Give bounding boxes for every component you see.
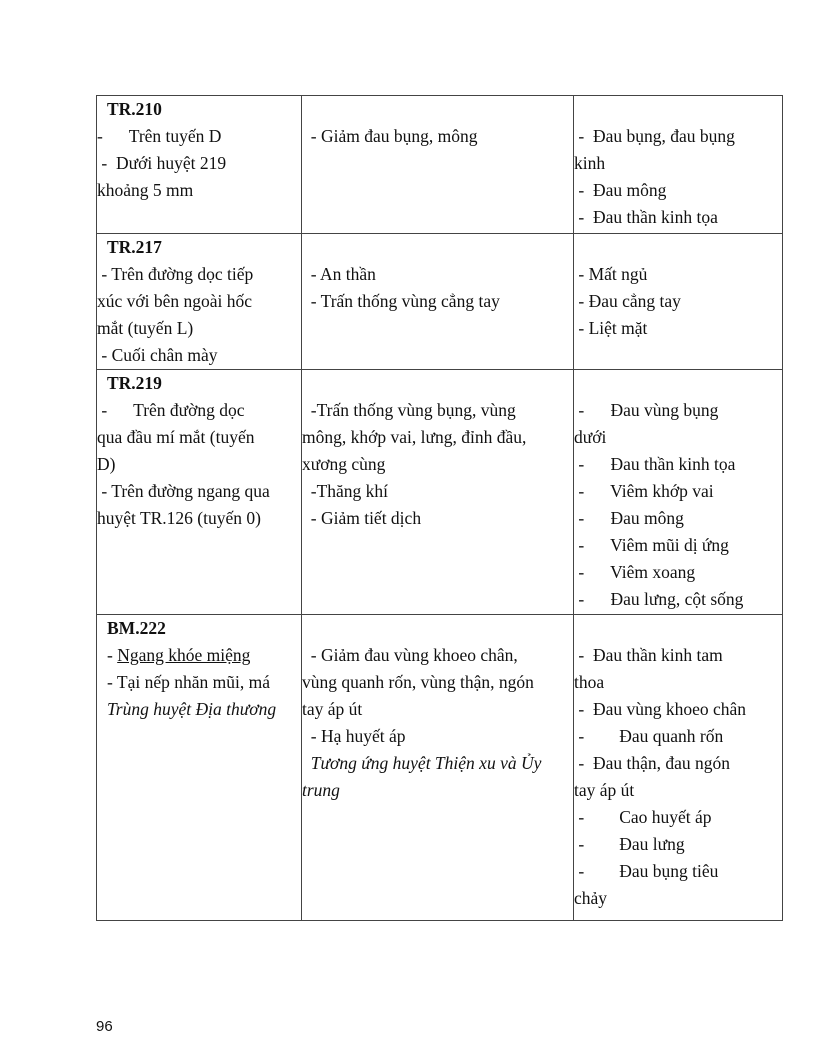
indication-line: - Mất ngủ bbox=[574, 264, 648, 284]
indication-line: - Đau mông bbox=[574, 508, 684, 528]
indication-line: - Liệt mặt bbox=[574, 318, 648, 338]
indication-line: - Đau mông bbox=[574, 180, 667, 200]
indication-line: - Đau vùng bụng bbox=[574, 400, 719, 420]
location-line: khoảng 5 mm bbox=[97, 180, 194, 200]
indication-line: - Đau bụng tiêu bbox=[574, 861, 719, 881]
indication-line: - Đau cẳng tay bbox=[574, 291, 681, 311]
effect-line: - Giảm đau vùng khoeo chân, bbox=[302, 645, 518, 665]
indications-cell bbox=[574, 96, 783, 234]
point-code: TR.217 bbox=[107, 237, 162, 257]
effects-cell bbox=[302, 234, 574, 370]
effect-line: - Trấn thống vùng cẳng tay bbox=[302, 291, 500, 311]
location-line: - Trên tuyến D bbox=[97, 126, 222, 146]
effect-line: mông, khớp vai, lưng, đỉnh đầu, bbox=[302, 427, 527, 447]
location-line: xúc với bên ngoài hốc bbox=[97, 291, 253, 311]
indication-line: - Viêm mũi dị ứng bbox=[574, 535, 729, 555]
effect-line: -Trấn thống vùng bụng, vùng bbox=[302, 400, 516, 420]
location-cell bbox=[97, 96, 302, 234]
effect-line: xương cùng bbox=[302, 454, 386, 474]
location-note: Trùng huyệt Địa thương bbox=[107, 699, 277, 719]
indication-line: - Đau thần kinh tọa bbox=[574, 454, 736, 474]
location-line: qua đầu mí mắt (tuyến bbox=[97, 427, 255, 447]
location-cell bbox=[97, 370, 302, 615]
indication-line: thoa bbox=[574, 672, 605, 692]
indication-line: dưới bbox=[574, 427, 607, 447]
indication-line: - Đau quanh rốn bbox=[574, 726, 724, 746]
effect-line: - An thần bbox=[302, 264, 376, 284]
point-code: TR.210 bbox=[107, 99, 162, 119]
location-line: - Trên đường dọc tiếp bbox=[97, 264, 254, 284]
indication-line: - Viêm xoang bbox=[574, 562, 696, 582]
effects-cell bbox=[302, 96, 574, 234]
indication-line: - Cao huyết áp bbox=[574, 807, 712, 827]
point-code: BM.222 bbox=[107, 618, 166, 638]
point-code: TR.219 bbox=[107, 373, 162, 393]
location-line: - Trên đường ngang qua bbox=[97, 481, 270, 501]
table-row bbox=[97, 96, 783, 234]
location-line: - Dưới huyệt 219 bbox=[97, 153, 227, 173]
location-line: - Trên đường dọc bbox=[97, 400, 245, 420]
location-line: - Tại nếp nhăn mũi, má bbox=[107, 672, 270, 692]
indication-line: kinh bbox=[574, 153, 606, 173]
location-line: D) bbox=[97, 454, 116, 474]
indications-cell bbox=[574, 615, 783, 921]
effect-note: Tương ứng huyệt Thiện xu và Ủy bbox=[302, 753, 542, 773]
acupoint-table bbox=[96, 95, 783, 921]
effect-line: - Giảm đau bụng, mông bbox=[302, 126, 478, 146]
effect-line: - Hạ huyết áp bbox=[302, 726, 406, 746]
indication-line: - Đau bụng, đau bụng bbox=[574, 126, 735, 146]
effects-cell bbox=[302, 615, 574, 921]
location-cell bbox=[97, 234, 302, 370]
indication-line: - Đau thận, đau ngón bbox=[574, 753, 731, 773]
location-cell bbox=[97, 615, 302, 921]
location-underlined: Ngang khóe miệng bbox=[117, 645, 251, 665]
location-line: - Cuối chân mày bbox=[97, 345, 218, 365]
table-row bbox=[97, 615, 783, 921]
effects-cell bbox=[302, 370, 574, 615]
indication-line: - Đau lưng, cột sống bbox=[574, 589, 744, 609]
indications-cell bbox=[574, 370, 783, 615]
indication-line: - Đau thần kinh tọa bbox=[574, 207, 718, 227]
location-line: - Ngang khóe miệng bbox=[107, 645, 251, 665]
table-row bbox=[97, 234, 783, 370]
indication-line: - Đau lưng bbox=[574, 834, 685, 854]
page-number: 96 bbox=[96, 1018, 113, 1035]
effect-line: tay áp út bbox=[302, 699, 363, 719]
effect-note: trung bbox=[302, 780, 340, 800]
indication-line: - Đau vùng khoeo chân bbox=[574, 699, 747, 719]
indications-cell bbox=[574, 234, 783, 370]
indication-line: - Đau thần kinh tam bbox=[574, 645, 723, 665]
effect-line: - Giảm tiết dịch bbox=[302, 508, 422, 528]
effect-line: -Thăng khí bbox=[302, 481, 389, 501]
location-line: huyệt TR.126 (tuyến 0) bbox=[97, 508, 261, 528]
indication-line: tay áp út bbox=[574, 780, 635, 800]
indication-line: chảy bbox=[574, 888, 608, 908]
effect-line: vùng quanh rốn, vùng thận, ngón bbox=[302, 672, 534, 692]
location-line: mắt (tuyến L) bbox=[97, 318, 194, 338]
indication-line: - Viêm khớp vai bbox=[574, 481, 714, 501]
table-row bbox=[97, 370, 783, 615]
